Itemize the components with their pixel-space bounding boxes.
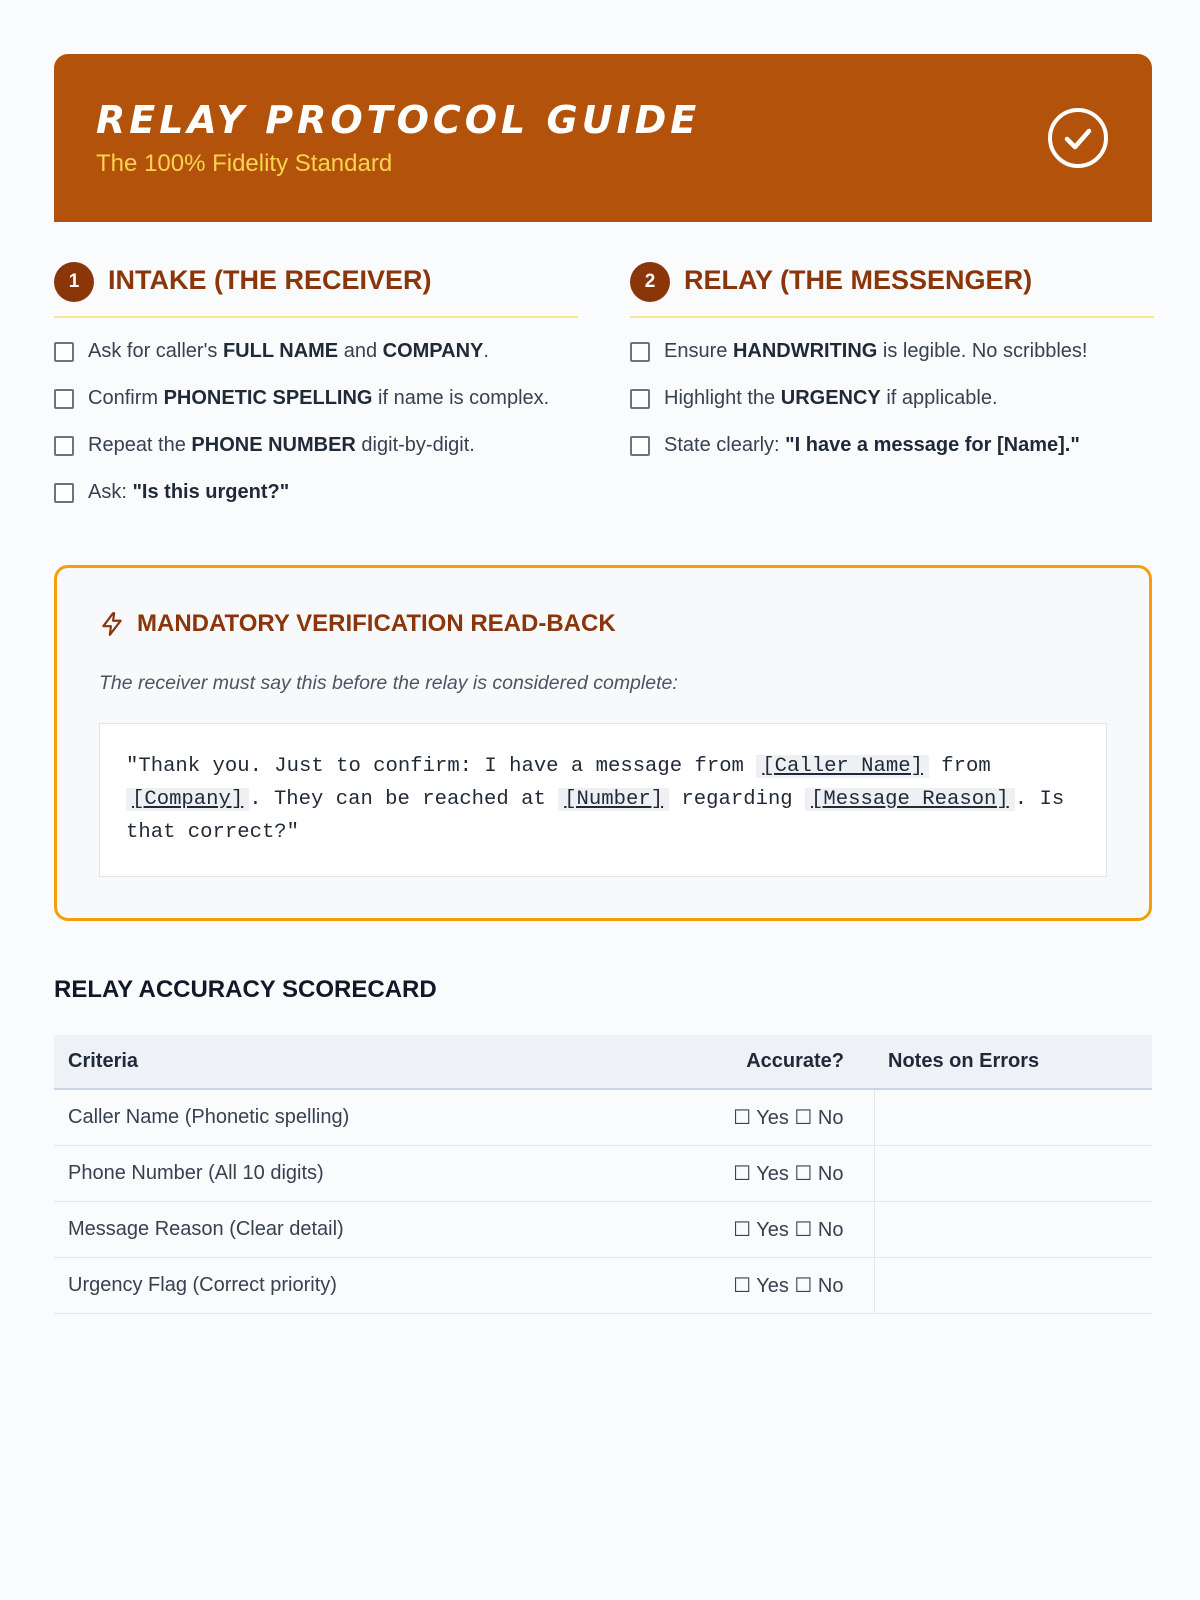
accurate-cell[interactable]: ☐ Yes ☐ No [669,1201,874,1257]
page-subtitle: The 100% Fidelity Standard [96,150,393,177]
readback-script: "Thank you. Just to confirm: I have a message from [Caller Name] from [Company] . They can be reached at [Number] regarding [Message Reason] . Is that correct?" [99,723,1107,877]
checklist-text: Confirm PHONETIC SPELLING if name is complex. [88,387,550,409]
accurate-cell[interactable]: ☐ Yes ☐ No [669,1145,874,1201]
table-header-row [54,1035,1152,1089]
table-row [54,1145,1152,1201]
intake-section [54,262,578,528]
criteria-cell: Message Reason (Clear detail) [54,1201,669,1257]
page-title: RELAY PROTOCOL GUIDE [96,98,701,142]
check-circle-icon [1046,106,1110,170]
checklist-text: State clearly: "I have a message for [Name]." [664,434,1080,456]
criteria-cell: Phone Number (All 10 digits) [54,1145,669,1201]
checkbox[interactable] [54,389,74,409]
intake-item-phonetic [54,387,578,434]
table-row [54,1257,1152,1313]
relay-item-urgency [630,387,1154,434]
checklist-text: Repeat the PHONE NUMBER digit-by-digit. [88,434,475,456]
intake-item-name-company [54,340,578,387]
scorecard-table [54,1035,1152,1314]
placeholder-company: [Company] [126,788,249,811]
verification-title: MANDATORY VERIFICATION READ-BACK [137,610,616,637]
checkbox[interactable] [630,389,650,409]
step-badge-1: 1 [54,262,94,302]
placeholder-number: [Number] [558,788,669,811]
table-row [54,1201,1152,1257]
checklist-text: Ask: "Is this urgent?" [88,481,290,503]
relay-title: RELAY (THE MESSENGER) [684,265,1033,295]
intake-heading [54,262,578,318]
lightning-bolt-icon [99,611,125,637]
intake-item-phone [54,434,578,481]
intake-title: INTAKE (THE RECEIVER) [108,265,432,295]
column-header-criteria: Criteria [54,1035,669,1089]
checklist-text: Ensure HANDWRITING is legible. No scribbles! [664,340,1088,362]
relay-item-state-clearly [630,434,1154,481]
checklist-text: Ask for caller's FULL NAME and COMPANY. [88,340,489,362]
placeholder-caller-name: [Caller Name] [756,755,929,778]
checkbox[interactable] [54,483,74,503]
column-header-accurate: Accurate? [669,1035,874,1089]
placeholder-message-reason: [Message Reason] [805,788,1015,811]
verification-note: The receiver must say this before the relay is considered complete: [99,672,678,694]
verification-heading [99,610,616,638]
accurate-cell[interactable]: ☐ Yes ☐ No [669,1089,874,1145]
checklist-text: Highlight the URGENCY if applicable. [664,387,998,409]
step-badge-2: 2 [630,262,670,302]
intake-item-urgent [54,481,578,528]
notes-cell[interactable] [874,1089,1152,1145]
intake-checklist [54,340,578,528]
verification-panel [54,565,1152,921]
header-banner [54,54,1152,222]
relay-item-handwriting [630,340,1154,387]
relay-heading [630,262,1154,318]
checkbox[interactable] [54,342,74,362]
relay-section [630,262,1154,481]
notes-cell[interactable] [874,1145,1152,1201]
checkbox[interactable] [630,342,650,362]
criteria-cell: Caller Name (Phonetic spelling) [54,1089,669,1145]
checkbox[interactable] [54,436,74,456]
accurate-cell[interactable]: ☐ Yes ☐ No [669,1257,874,1313]
column-header-notes: Notes on Errors [874,1035,1152,1089]
table-row [54,1089,1152,1145]
criteria-cell: Urgency Flag (Correct priority) [54,1257,669,1313]
relay-checklist [630,340,1154,481]
scorecard-title: RELAY ACCURACY SCORECARD [54,976,437,1003]
notes-cell[interactable] [874,1257,1152,1313]
notes-cell[interactable] [874,1201,1152,1257]
checkbox[interactable] [630,436,650,456]
